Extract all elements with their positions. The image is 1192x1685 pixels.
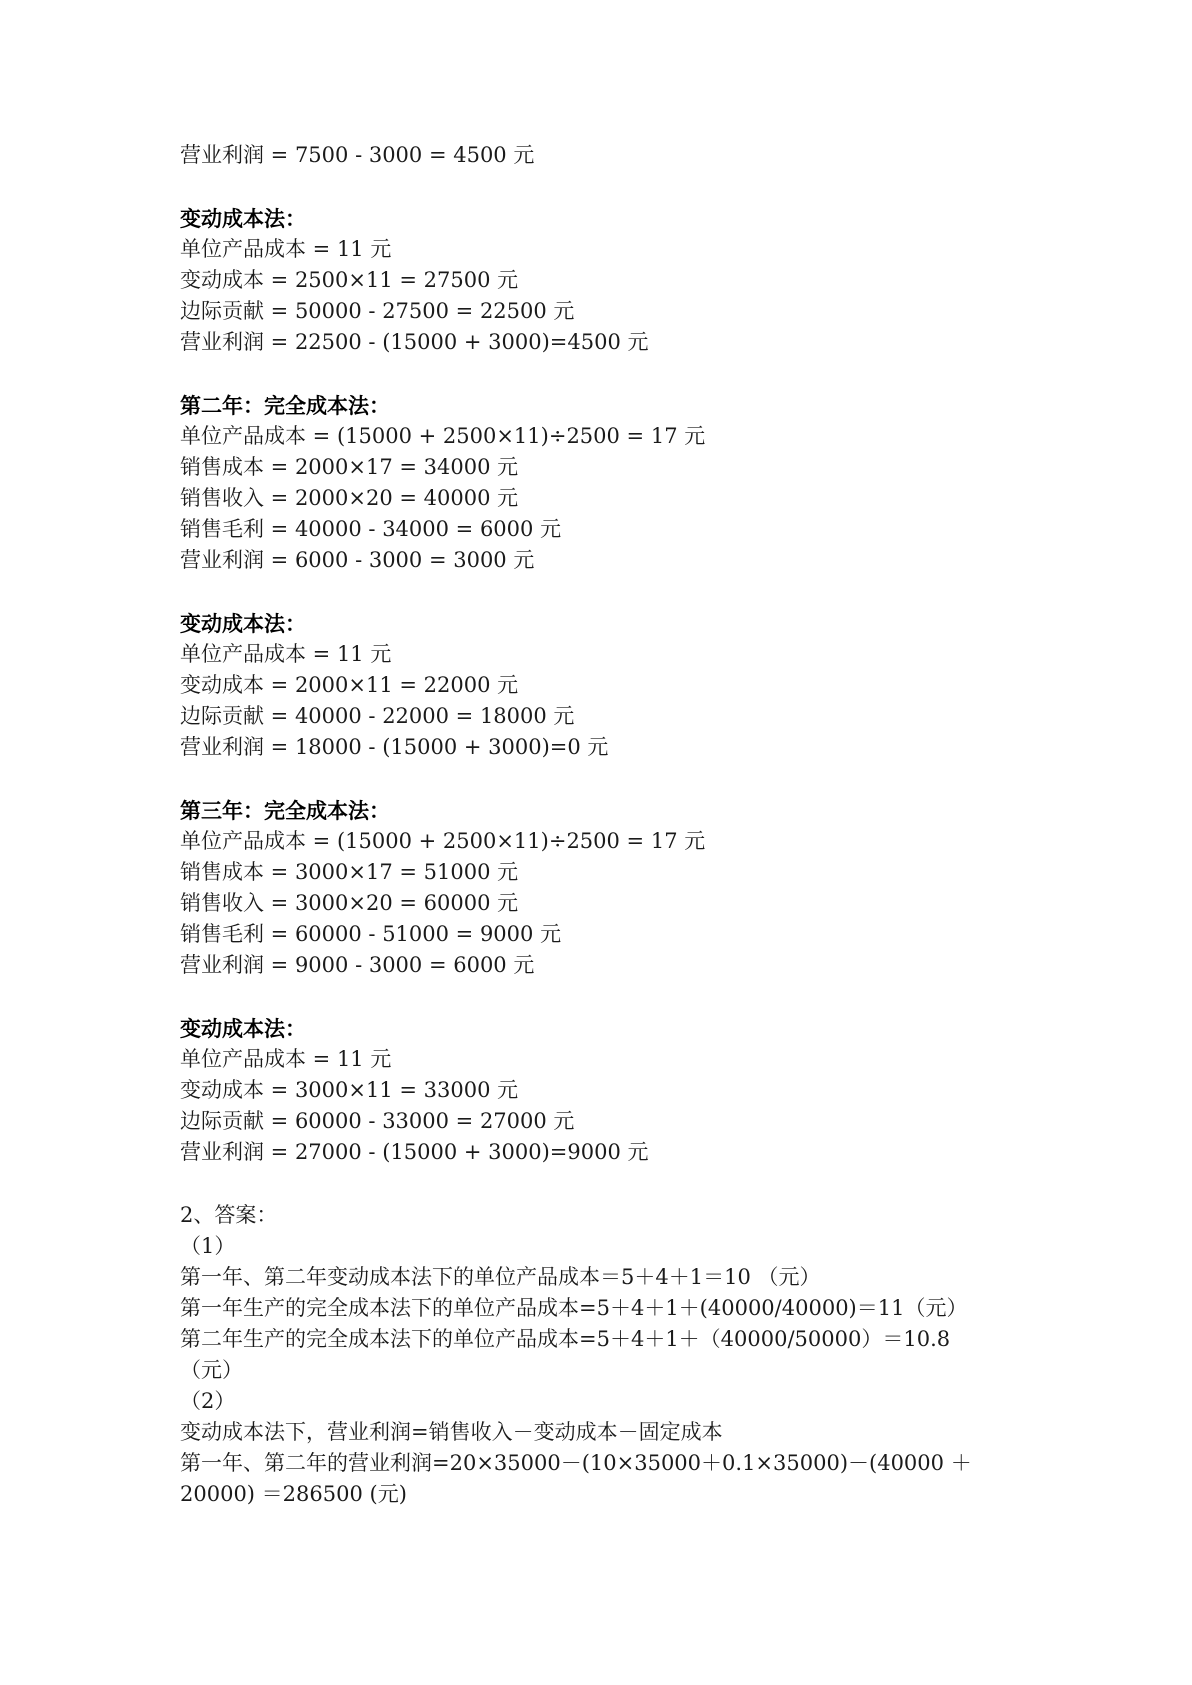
text-line: 变动成本法下，营业利润=销售收入－变动成本－固定成本: [180, 1420, 723, 1444]
text-line: （2）: [180, 1389, 236, 1413]
text-line: 变动成本 = 2500×11 = 27500 元: [180, 268, 519, 292]
text-line: （元）: [180, 1358, 243, 1382]
paragraph-spacer: [180, 1168, 1040, 1200]
text-line: 第一年生产的完全成本法下的单位产品成本=5＋4＋1＋(40000/40000)＝11（元）: [180, 1296, 968, 1320]
section-heading: 第三年：完全成本法：: [180, 798, 390, 823]
text-line: 单位产品成本 = 11 元: [180, 642, 392, 666]
text-line: （1）: [180, 1234, 236, 1258]
text-line: 第二年生产的完全成本法下的单位产品成本=5＋4＋1＋（40000/50000）＝10.8: [180, 1327, 951, 1351]
text-line: 营业利润 = 27000 - (15000 + 3000)=9000 元: [180, 1140, 649, 1164]
text-line: 营业利润 = 18000 - (15000 + 3000)=0 元: [180, 735, 609, 759]
paragraph-spacer: [180, 763, 1040, 795]
text-line: 20000) ＝286500 (元): [180, 1482, 407, 1506]
text-line: 第一年、第二年变动成本法下的单位产品成本＝5＋4＋1＝10 （元）: [180, 1265, 821, 1289]
paragraph-spacer: [180, 981, 1040, 1013]
paragraph-spacer: [180, 576, 1040, 608]
section-heading: 变动成本法：: [180, 1016, 306, 1041]
text-line: 单位产品成本 = (15000 + 2500×11)÷2500 = 17 元: [180, 829, 706, 853]
text-line: 2、答案：: [180, 1203, 278, 1227]
text-line: 第一年、第二年的营业利润=20×35000－(10×35000＋0.1×35000)－(40000 ＋: [180, 1451, 972, 1475]
text-line: 销售毛利 = 40000 - 34000 = 6000 元: [180, 517, 562, 541]
paragraph-spacer: [180, 171, 1040, 203]
text-line: 销售毛利 = 60000 - 51000 = 9000 元: [180, 922, 562, 946]
document-body: [180, 140, 1040, 1510]
text-line: 变动成本 = 3000×11 = 33000 元: [180, 1078, 519, 1102]
text-line: 销售收入 = 3000×20 = 60000 元: [180, 891, 519, 915]
text-line: 销售成本 = 3000×17 = 51000 元: [180, 860, 519, 884]
paragraph-spacer: [180, 358, 1040, 390]
section-heading: 变动成本法：: [180, 206, 306, 231]
text-line: 边际贡献 = 60000 - 33000 = 27000 元: [180, 1109, 575, 1133]
text-line: 营业利润 = 7500 - 3000 = 4500 元: [180, 143, 535, 167]
text-line: 销售成本 = 2000×17 = 34000 元: [180, 455, 519, 479]
text-line: 单位产品成本 = (15000 + 2500×11)÷2500 = 17 元: [180, 424, 706, 448]
text-line: 营业利润 = 9000 - 3000 = 6000 元: [180, 953, 535, 977]
text-line: 营业利润 = 6000 - 3000 = 3000 元: [180, 548, 535, 572]
text-line: 营业利润 = 22500 - (15000 + 3000)=4500 元: [180, 330, 649, 354]
section-heading: 变动成本法：: [180, 611, 306, 636]
section-heading: 第二年：完全成本法：: [180, 393, 390, 418]
text-line: 销售收入 = 2000×20 = 40000 元: [180, 486, 519, 510]
text-line: 边际贡献 = 50000 - 27500 = 22500 元: [180, 299, 575, 323]
text-line: 单位产品成本 = 11 元: [180, 237, 392, 261]
text-line: 变动成本 = 2000×11 = 22000 元: [180, 673, 519, 697]
text-line: 边际贡献 = 40000 - 22000 = 18000 元: [180, 704, 575, 728]
text-line: 单位产品成本 = 11 元: [180, 1047, 392, 1071]
